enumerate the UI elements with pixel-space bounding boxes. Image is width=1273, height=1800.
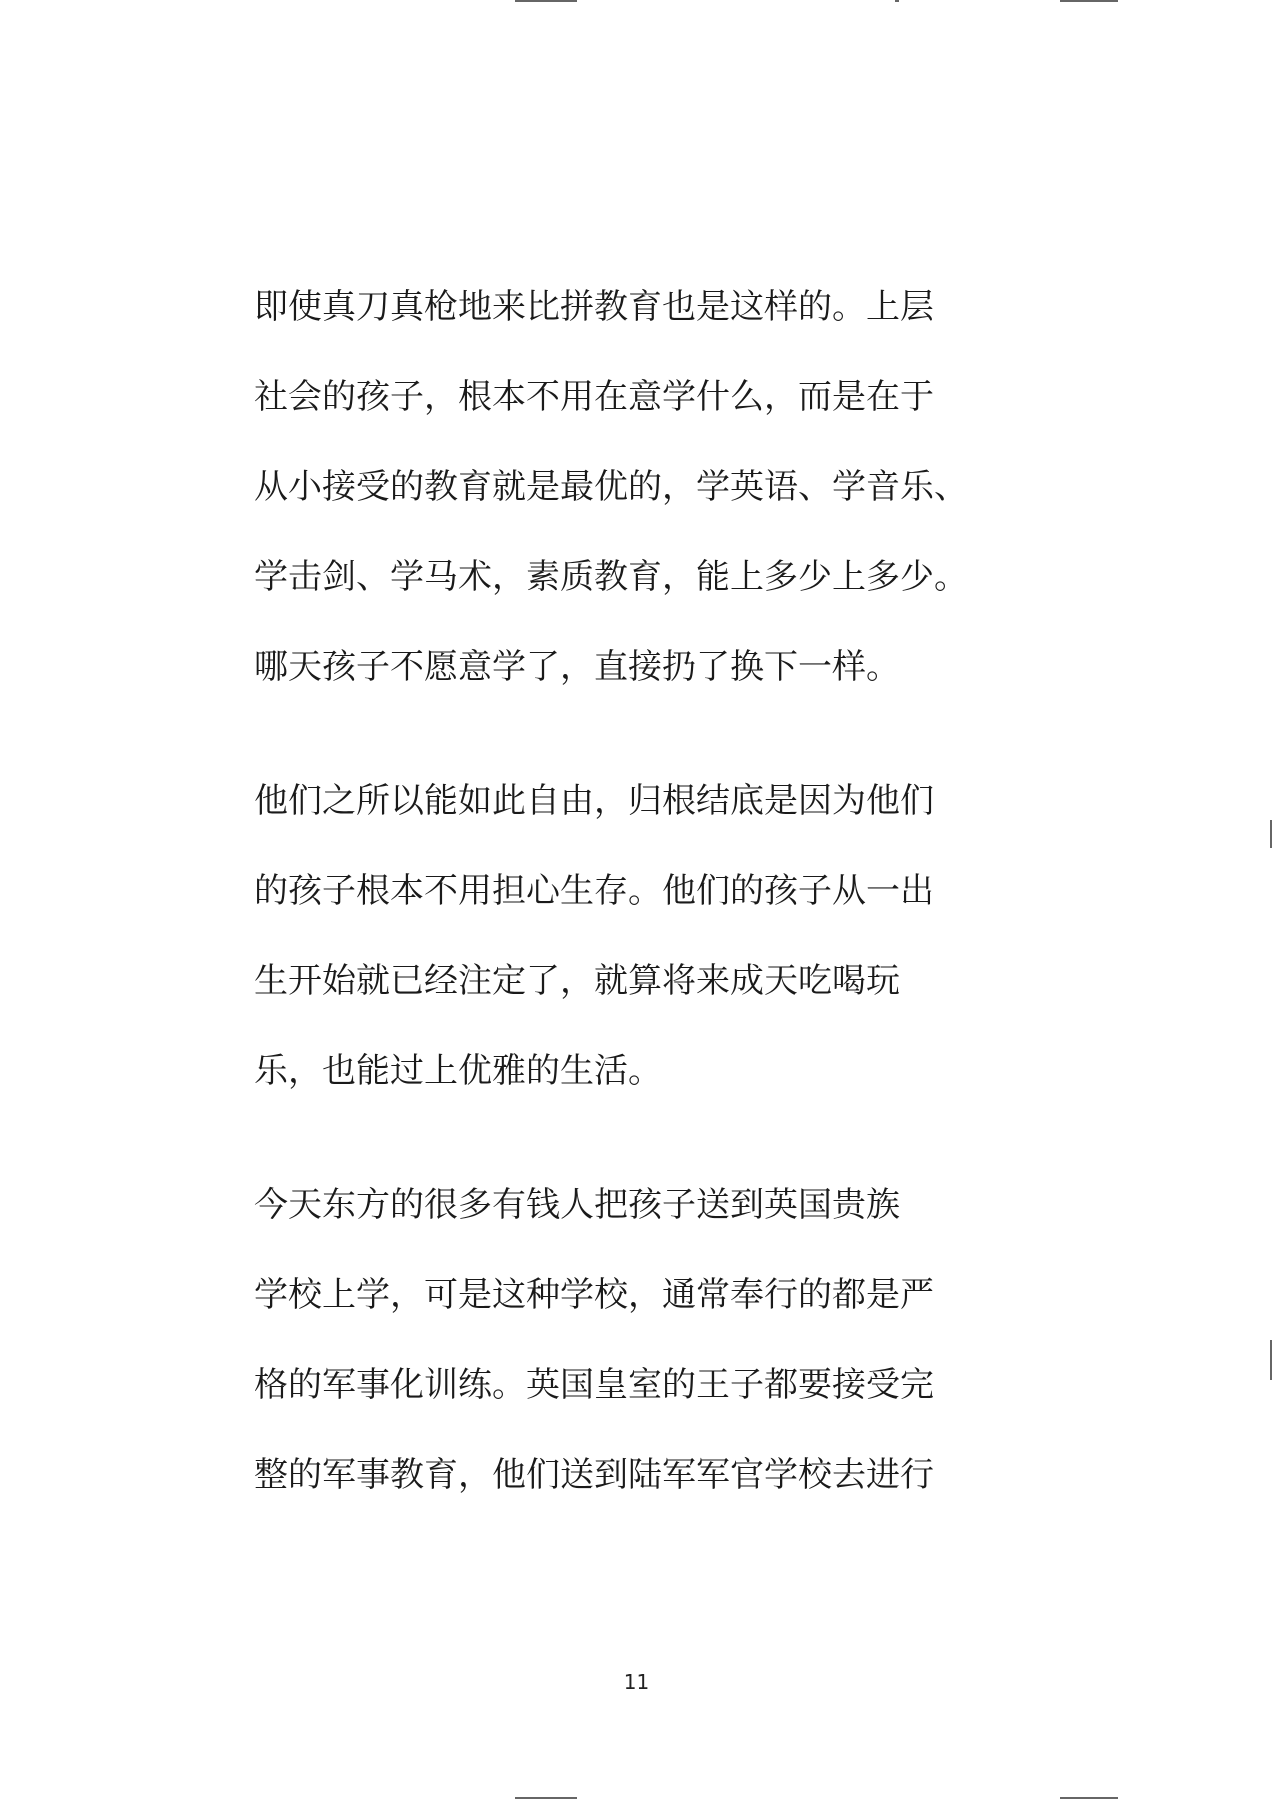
text-line: 的孩子根本不用担心生存。他们的孩子从一出 [254,871,934,911]
body-text [254,262,1014,1520]
text-line: 整的军事教育，他们送到陆军军官学校去进行 [254,1455,934,1495]
text-line: 社会的孩子，根本不用在意学什么，而是在于 [254,377,934,417]
scan-mark-top-3 [1060,0,1118,2]
page-number: 11 [623,1670,650,1694]
paragraph-1 [254,262,1014,712]
paragraph-gap [254,712,1014,756]
scan-mark-right-2 [1270,1340,1272,1380]
scan-mark-top-2 [895,0,899,2]
paragraph-3 [254,1160,1014,1520]
text-line: 学校上学，可是这种学校，通常奉行的都是严 [254,1275,934,1315]
scan-mark-bottom-1 [515,1797,577,1799]
paragraph-gap [254,1116,1014,1160]
scan-mark-bottom-2 [1060,1797,1118,1799]
text-line: 生开始就已经注定了，就算将来成天吃喝玩 [254,961,900,1001]
text-line: 哪天孩子不愿意学了，直接扔了换下一样。 [254,647,900,687]
scan-mark-right-1 [1270,820,1272,848]
scan-mark-top-1 [515,0,577,2]
text-line: 学击剑、学马术，素质教育，能上多少上多少。 [254,557,968,597]
text-line: 即使真刀真枪地来比拼教育也是这样的。上层 [254,287,934,327]
text-line: 从小接受的教育就是最优的，学英语、学音乐、 [254,467,968,507]
text-line: 格的军事化训练。英国皇室的王子都要接受完 [254,1365,934,1405]
text-line: 今天东方的很多有钱人把孩子送到英国贵族 [254,1185,900,1225]
text-line: 他们之所以能如此自由，归根结底是因为他们 [254,781,934,821]
text-line: 乐，也能过上优雅的生活。 [254,1051,662,1091]
paragraph-2 [254,756,1014,1116]
